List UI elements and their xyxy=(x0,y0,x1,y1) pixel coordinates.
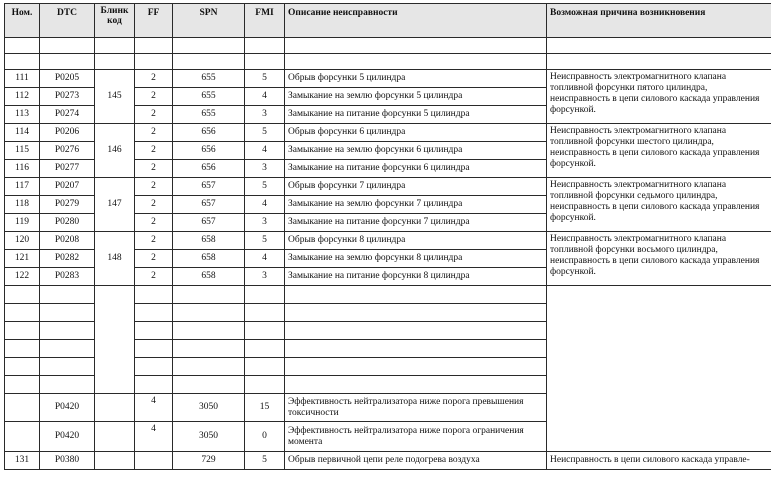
cell-fmi: 3 xyxy=(245,268,285,286)
cell-ff: 2 xyxy=(135,106,173,124)
table-row xyxy=(5,124,772,142)
empty-row xyxy=(5,38,772,54)
cell-ff: 2 xyxy=(135,196,173,214)
cell-blink-code: 146 xyxy=(95,124,135,178)
cell-nom: 121 xyxy=(5,250,40,268)
cell-fmi: 4 xyxy=(245,88,285,106)
header-cause: Возможная причина возникновения xyxy=(547,4,772,38)
cell-nom: 113 xyxy=(5,106,40,124)
empty-row xyxy=(5,286,772,304)
cell-spn: 655 xyxy=(173,88,245,106)
cell-cause-empty xyxy=(547,286,772,452)
header-ff: FF xyxy=(135,4,173,38)
cell-description: Обрыв форсунки 8 цилиндра xyxy=(285,232,547,250)
cell-blink-code: 145 xyxy=(95,70,135,124)
cell-description: Эффективность нейтрализатора ниже порога превышения токсичности xyxy=(285,394,547,422)
cell-ff: 2 xyxy=(135,250,173,268)
cell-ff: 2 xyxy=(135,70,173,88)
cell-fmi: 3 xyxy=(245,214,285,232)
cell-description: Замыкание на питание форсунки 7 цилиндра xyxy=(285,214,547,232)
cell-spn: 655 xyxy=(173,106,245,124)
cell-dtc: P0277 xyxy=(40,160,95,178)
cell-dtc: P0283 xyxy=(40,268,95,286)
cell-ff: 4 xyxy=(135,394,173,422)
cell-blink-code: 147 xyxy=(95,178,135,232)
cell-spn: 3050 xyxy=(173,394,245,422)
cell-dtc: P0273 xyxy=(40,88,95,106)
cell-nom: 111 xyxy=(5,70,40,88)
cell-fmi: 4 xyxy=(245,196,285,214)
header-row xyxy=(5,4,772,38)
cell-ff: 2 xyxy=(135,232,173,250)
cell-fmi: 3 xyxy=(245,160,285,178)
cell-spn: 658 xyxy=(173,232,245,250)
dtc-table xyxy=(4,3,771,470)
table-row xyxy=(5,232,772,250)
cell-fmi: 5 xyxy=(245,232,285,250)
cell-description: Замыкание на питание форсунки 6 цилиндра xyxy=(285,160,547,178)
cell-spn: 3050 xyxy=(173,422,245,452)
cell-dtc: P0280 xyxy=(40,214,95,232)
cell-nom: 122 xyxy=(5,268,40,286)
cell-spn: 656 xyxy=(173,160,245,178)
cell-dtc: P0279 xyxy=(40,196,95,214)
cell-ff: 2 xyxy=(135,124,173,142)
cell-description: Замыкание на землю форсунки 8 цилиндра xyxy=(285,250,547,268)
cell-fmi: 4 xyxy=(245,250,285,268)
cell-dtc: P0420 xyxy=(40,422,95,452)
cell-description: Эффективность нейтрализатора ниже порога ограничения момента xyxy=(285,422,547,452)
cell-description: Замыкание на землю форсунки 7 цилиндра xyxy=(285,196,547,214)
cell-spn: 658 xyxy=(173,250,245,268)
cell-dtc: P0380 xyxy=(40,452,95,470)
cell-dtc: P0207 xyxy=(40,178,95,196)
cell-dtc: P0274 xyxy=(40,106,95,124)
cell-ff: 2 xyxy=(135,268,173,286)
cell-dtc: P0276 xyxy=(40,142,95,160)
cell-fmi: 5 xyxy=(245,124,285,142)
header-spn: SPN xyxy=(173,4,245,38)
cell-fmi: 15 xyxy=(245,394,285,422)
cell-fmi: 4 xyxy=(245,142,285,160)
cell-nom: 119 xyxy=(5,214,40,232)
cell-nom: 114 xyxy=(5,124,40,142)
cell-dtc: P0206 xyxy=(40,124,95,142)
cell-blink-empty xyxy=(95,286,135,394)
cell-dtc: P0282 xyxy=(40,250,95,268)
cell-nom: 120 xyxy=(5,232,40,250)
cell-ff: 2 xyxy=(135,88,173,106)
cell-spn: 656 xyxy=(173,124,245,142)
cell-nom: 116 xyxy=(5,160,40,178)
cell-nom: 115 xyxy=(5,142,40,160)
cell-cause: Неисправность в цепи силового каскада управле- xyxy=(547,452,772,470)
cell-spn: 729 xyxy=(173,452,245,470)
cell-dtc: P0208 xyxy=(40,232,95,250)
cell-ff: 2 xyxy=(135,142,173,160)
cell-nom: 117 xyxy=(5,178,40,196)
cell-cause: Неисправность электромагнитного клапана топливной форсунки восьмого цилиндра, неисправность в цепи силового каскада управления форсункой. xyxy=(547,232,772,286)
cell-description: Обрыв форсунки 5 цилиндра xyxy=(285,70,547,88)
cell-fmi: 0 xyxy=(245,422,285,452)
header-dtc: DTC xyxy=(40,4,95,38)
cell-cause: Неисправность электромагнитного клапана топливной форсунки шестого цилиндра, неисправность в цепи силового каскада управления форсункой. xyxy=(547,124,772,178)
cell-blink-code: 148 xyxy=(95,232,135,286)
cell-cause: Неисправность электромагнитного клапана топливной форсунки седьмого цилиндра, неисправность в цепи силового каскада управления форсункой. xyxy=(547,178,772,232)
cell-description: Замыкание на питание форсунки 5 цилиндра xyxy=(285,106,547,124)
cell-dtc: P0420 xyxy=(40,394,95,422)
cell-ff: 2 xyxy=(135,178,173,196)
cell-cause: Неисправность электромагнитного клапана топливной форсунки пятого цилиндра, неисправность в цепи силового каскада управления форсункой. xyxy=(547,70,772,124)
cell-spn: 658 xyxy=(173,268,245,286)
cell-ff: 4 xyxy=(135,422,173,452)
cell-description: Обрыв форсунки 7 цилиндра xyxy=(285,178,547,196)
cell-fmi: 5 xyxy=(245,70,285,88)
cell-ff: 2 xyxy=(135,160,173,178)
cell-description: Замыкание на землю форсунки 6 цилиндра xyxy=(285,142,547,160)
table-row xyxy=(5,178,772,196)
cell-spn: 657 xyxy=(173,178,245,196)
cell-nom: 112 xyxy=(5,88,40,106)
header-description: Описание неисправности xyxy=(285,4,547,38)
empty-row xyxy=(5,54,772,70)
cell-description: Обрыв первичной цепи реле подогрева воздуха xyxy=(285,452,547,470)
cell-spn: 655 xyxy=(173,70,245,88)
cell-fmi: 5 xyxy=(245,452,285,470)
dtc-table-page xyxy=(4,3,771,480)
cell-description: Замыкание на землю форсунки 5 цилиндра xyxy=(285,88,547,106)
cell-spn: 657 xyxy=(173,196,245,214)
header-nom: Ном. xyxy=(5,4,40,38)
cell-nom: 118 xyxy=(5,196,40,214)
cell-fmi: 3 xyxy=(245,106,285,124)
cell-dtc: P0205 xyxy=(40,70,95,88)
cell-description: Замыкание на питание форсунки 8 цилиндра xyxy=(285,268,547,286)
header-fmi: FMI xyxy=(245,4,285,38)
cell-ff: 2 xyxy=(135,214,173,232)
cell-description: Обрыв форсунки 6 цилиндра xyxy=(285,124,547,142)
cell-fmi: 5 xyxy=(245,178,285,196)
cell-spn: 656 xyxy=(173,142,245,160)
table-row xyxy=(5,70,772,88)
cell-spn: 657 xyxy=(173,214,245,232)
cell-nom: 131 xyxy=(5,452,40,470)
header-blink-code: Блинк код xyxy=(95,4,135,38)
table-row xyxy=(5,452,772,470)
